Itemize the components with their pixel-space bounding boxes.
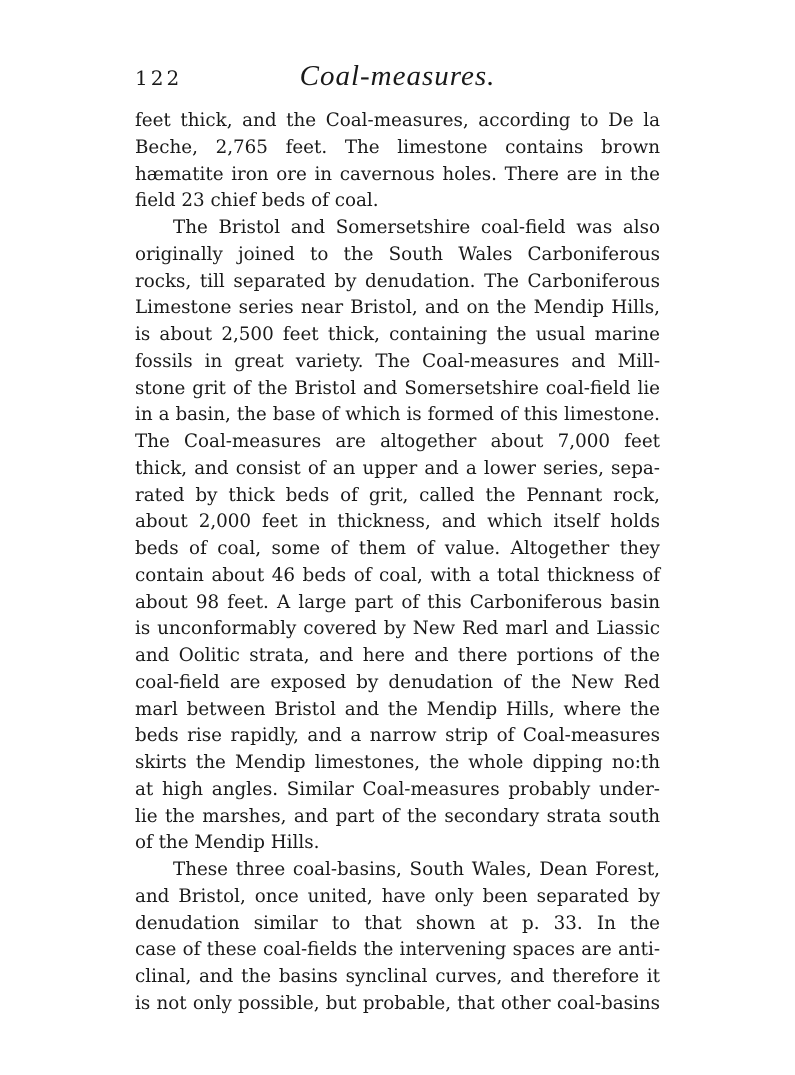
text-line: skirts the Mendip limestones, the whole dipping no:th [135,752,660,773]
text-line: is unconformably covered by New Red marl and Liassic [135,618,660,640]
text-line: stone grit of the Bristol and Somersetshire coal-field lie [135,377,660,399]
text-line: case of these coal-fields the intervening spaces are anti- [135,939,660,961]
text-line: The Coal-measures are altogether about 7,000 feet [135,431,660,452]
text-line: clinal, and the basins synclinal curves, and therefore it [135,966,660,987]
text-line: The Bristol and Somersetshire coal-field was also [173,217,660,238]
text-line: hæmatite iron ore in cavernous holes. There are in the [135,163,660,185]
text-line: rated by thick beds of grit, called the Pennant rock, [135,484,660,506]
text-line: in a basin, the base of which is formed of this limestone. [135,404,660,426]
text-line: is about 2,500 feet thick, containing the usual marine [135,324,660,345]
text-line: field 23 chief beds of coal. [135,190,379,212]
text-line: of the Mendip Hills. [135,832,320,854]
text-line: rocks, till separated by denudation. The Carboniferous [135,270,660,292]
text-line: marl between Bristol and the Mendip Hills, where the [135,698,660,720]
body-text [135,108,660,1018]
text-line: about 98 feet. A large part of this Carboniferous basin [135,591,660,613]
running-title: Coal-measures. [299,60,496,92]
text-line: originally joined to the South Wales Carboniferous [135,243,660,265]
text-line: beds rise rapidly, and a narrow strip of Coal-measures [135,725,660,747]
text-line: coal-field are exposed by denudation of the New Red [135,671,660,693]
text-line: is not only possible, but probable, that other coal-basins [135,992,660,1014]
text-line: thick, and consist of an upper and a lower series, sepa- [135,457,660,479]
text-line: fossils in great variety. The Coal-measures and Mill- [135,350,660,372]
text-line: about 2,000 feet in thickness, and which itself holds [135,511,660,533]
text-line: contain about 46 beds of coal, with a total thickness of [135,564,660,586]
text-line: denudation similar to that shown at p. 33. In the [135,912,660,934]
text-line: Limestone series near Bristol, and on the Mendip Hills, [135,297,660,319]
text-line: These three coal-basins, South Wales, Dean Forest, [173,859,660,880]
page-number: 122 [135,66,183,90]
running-head [135,60,660,94]
text-line: and Bristol, once united, have only been separated by [135,885,660,907]
text-line: and Oolitic strata, and here and there portions of the [135,645,660,666]
text-line: at high angles. Similar Coal-measures probably under- [135,778,660,800]
text-line: lie the marshes, and part of the secondary strata south [135,805,660,827]
text-line: Beche, 2,765 feet. The limestone contains brown [135,136,660,158]
text-line: feet thick, and the Coal-measures, according to De la [135,110,660,131]
text-line: beds of coal, some of them of value. Altogether they [135,538,660,559]
